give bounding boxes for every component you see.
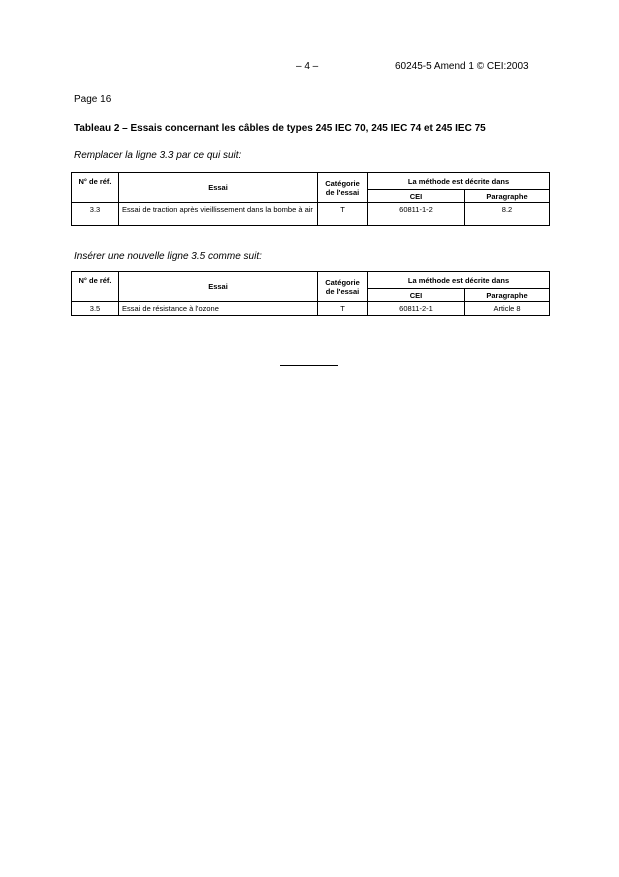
insertion-table <box>71 271 550 316</box>
instruction-insert-line: Insérer une nouvelle ligne 3.5 comme suit: <box>74 251 262 262</box>
document-reference: 60245-5 Amend 1 © CEI:2003 <box>395 61 529 72</box>
page-header <box>0 61 619 75</box>
cell-test: Essai de traction après vieillissement dans la bombe à air <box>119 203 318 226</box>
instruction-replace-line: Remplacer la ligne 3.3 par ce qui suit: <box>74 150 242 161</box>
cell-ref: 3.5 <box>72 302 119 316</box>
header-cei: CEI <box>368 289 465 302</box>
page-number: – 4 – <box>296 61 319 72</box>
cell-category: T <box>318 203 368 226</box>
header-paragraph: Paragraphe <box>465 190 550 203</box>
table-row <box>72 302 550 316</box>
cell-cei: 60811-2-1 <box>368 302 465 316</box>
replacement-table <box>71 172 550 226</box>
cell-ref: 3.3 <box>72 203 119 226</box>
header-test: Essai <box>119 173 318 203</box>
header-paragraph: Paragraphe <box>465 289 550 302</box>
header-method: La méthode est décrite dans <box>368 272 550 289</box>
cell-category: T <box>318 302 368 316</box>
header-cei: CEI <box>368 190 465 203</box>
table-header-row <box>72 272 550 289</box>
table-header-row <box>72 173 550 190</box>
cell-paragraph: Article 8 <box>465 302 550 316</box>
cell-cei: 60811-1-2 <box>368 203 465 226</box>
cell-test: Essai de résistance à l'ozone <box>119 302 318 316</box>
header-test: Essai <box>119 272 318 302</box>
table-row <box>72 203 550 226</box>
header-category: Catégorie de l'essai <box>318 272 368 302</box>
end-of-document-rule <box>280 365 338 366</box>
header-method: La méthode est décrite dans <box>368 173 550 190</box>
header-category: Catégorie de l'essai <box>318 173 368 203</box>
header-ref: N° de réf. <box>72 173 119 203</box>
page-reference: Page 16 <box>74 94 112 105</box>
header-ref: N° de réf. <box>72 272 119 302</box>
table-title: Tableau 2 – Essais concernant les câbles de types 245 IEC 70, 245 IEC 74 et 245 IEC 75 <box>74 123 486 134</box>
cell-paragraph: 8.2 <box>465 203 550 226</box>
